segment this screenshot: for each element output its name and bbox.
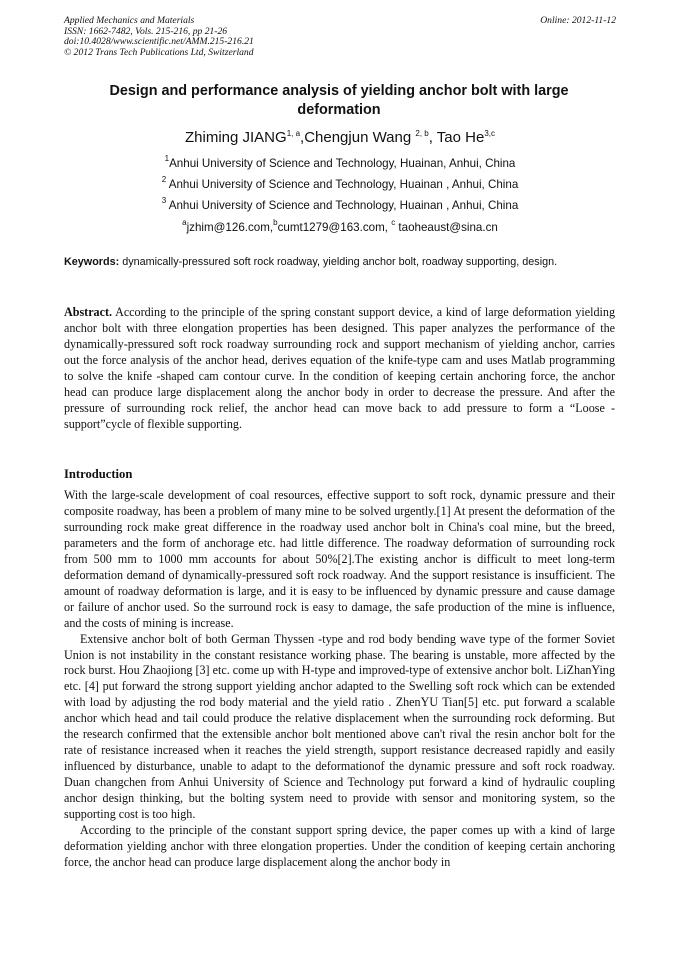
section-heading-introduction: Introduction [64,467,133,481]
affiliation-sup: 2 [161,175,167,184]
affiliation-sup: 3 [161,196,167,205]
paragraph: With the large-scale development of coal resources, effective support to soft rock, dynamic pressure and their composite roadway, has been a problem of many mine to be solved urgently.[1] At present the deformation of the surrounding rock make great difference in the roadway used anchor bolt in China's coal mine, but the breed, parameters and the form of anchorage etc. had little difference. The roadway deformation of surrounding rock from 500 mm to 1000 mm accounts for about 50%[2].The existing anchor is difficult to meet long-term deformation demand of dynamically-pressured soft rock roadway. And the support resistance is insufficient. The amount of roadway deformation is large, and it is easy to be influenced by dynamic pressure and cause damage or failure of anchor used. So the surround rock is easy to damage, the safe production of the mine is influence, and the costs of mining is increase. [64,488,615,630]
email-line [64,218,616,235]
affiliation-2 [64,175,616,192]
author-name: , Tao He [428,129,485,146]
paragraph: Extensive anchor bolt of both German Thyssen -type and rod body bending wave type of the former Soviet Union is not instability in the constant resistance working phase. The bearing is unstable, more affected by the rock burst. Hou Zhaojiong [3] etc. come up with H-type and improved-type of extensive anchor bolt. LiZhanYing etc. [4] put forward the strong support yielding anchor adapted to the Swelling soft rock which can be extended with load by adjusting the rod body material and the yield ratio . ZhenYU Tian[5] etc. put forward a scalable anchor which head and tail could produce the relative displacement when the surrounding rock deforming. But the research confirmed that the extensible anchor bolt mentioned above can't rival the resin anchor bolt for the rate of resistance increased when it reaches the yield strength, support resistance decreased rapidly and easily influenced by disturbance, unable to adapt to the deformationof the dynamic pressure and soft rock roadway. Duan changchen from Anhui University of Science and Technology put forward a kind of hydraulic coupling anchor design thinking, but the bolting system need to provide with sensor and monitoring system, so the supporting cost is too high. [64,631,615,822]
introduction-body [64,488,615,871]
email-a: jzhim@126.com, [186,221,274,234]
keywords-text: dynamically-pressured soft rock roadway, yielding anchor bolt, roadway supporting, design. [119,256,558,268]
keywords-label: Keywords: [64,256,120,268]
email-sup: c [391,218,396,227]
paper-title: Design and performance analysis of yielding anchor bolt with large deformation [109,83,569,118]
abstract-text: According to the principle of the spring constant support device, a kind of large deformation yielding anchor bolt with three elongation properties has been designed. This paper analyzes the performance of the dynamically-pressured soft rock roadway surrounding rock and support mechanism of yielding anchor, carries out the force analysis of the anchor head, derives equation of the knife-type cam and uses Matlab programming to solve the knife -shaped cam contour curve. In the condition of keeping certain anchoring force, the anchor head can produce large displacement along the anchor body in order to decrease the pressure. And after the pressure of surrounding rock relief, the anchor head can move back to add pressure to form a “Loose - support”cycle of flexible supporting. [64,305,615,431]
author-sup: 1, a [286,129,301,138]
email-c: taoheaust@sina.cn [395,221,498,234]
keywords [64,255,615,269]
email-sup: a [182,218,187,227]
abstract-label: Abstract. [64,305,113,319]
copyright-line: © 2012 Trans Tech Publications Ltd, Switzerland [64,46,254,58]
author-name: Zhiming JIANG [184,129,287,146]
affiliation-3 [64,196,616,213]
affiliation-text: Anhui University of Science and Technology, Huainan , Anhui, China [166,178,519,191]
journal-header [64,16,616,58]
affiliation-text: Anhui University of Science and Technology, Huainan, Anhui, China [169,157,516,170]
issn-line: ISSN: 1662-7482, Vols. 215-216, pp 21-26 [64,25,228,37]
email-sup: b [273,218,278,227]
online-date: Online: 2012-11-12 [540,15,616,26]
paragraph: According to the principle of the constant support spring device, the paper comes up with a kind of large deformation yielding anchor with three elongation properties. Under the condition of keeping certain anchoring force, the anchor head can produce large displacement along the anchor body in [64,823,615,869]
email-b: cumt1279@163.com, [277,221,392,234]
author-sup: 2, b [415,129,429,138]
abstract [64,305,615,433]
doi-line: doi:10.4028/www.scientific.net/AMM.215-216.21 [64,36,254,48]
journal-name: Applied Mechanics and Materials [64,15,195,26]
affiliation-text: Anhui University of Science and Technology, Huainan , Anhui, China [166,199,519,212]
author-line [64,129,616,147]
author-name: ,Chengjun Wang [300,129,416,146]
author-sup: 3,c [484,129,495,138]
affiliation-sup: 1 [164,154,170,163]
affiliation-1 [64,154,616,171]
